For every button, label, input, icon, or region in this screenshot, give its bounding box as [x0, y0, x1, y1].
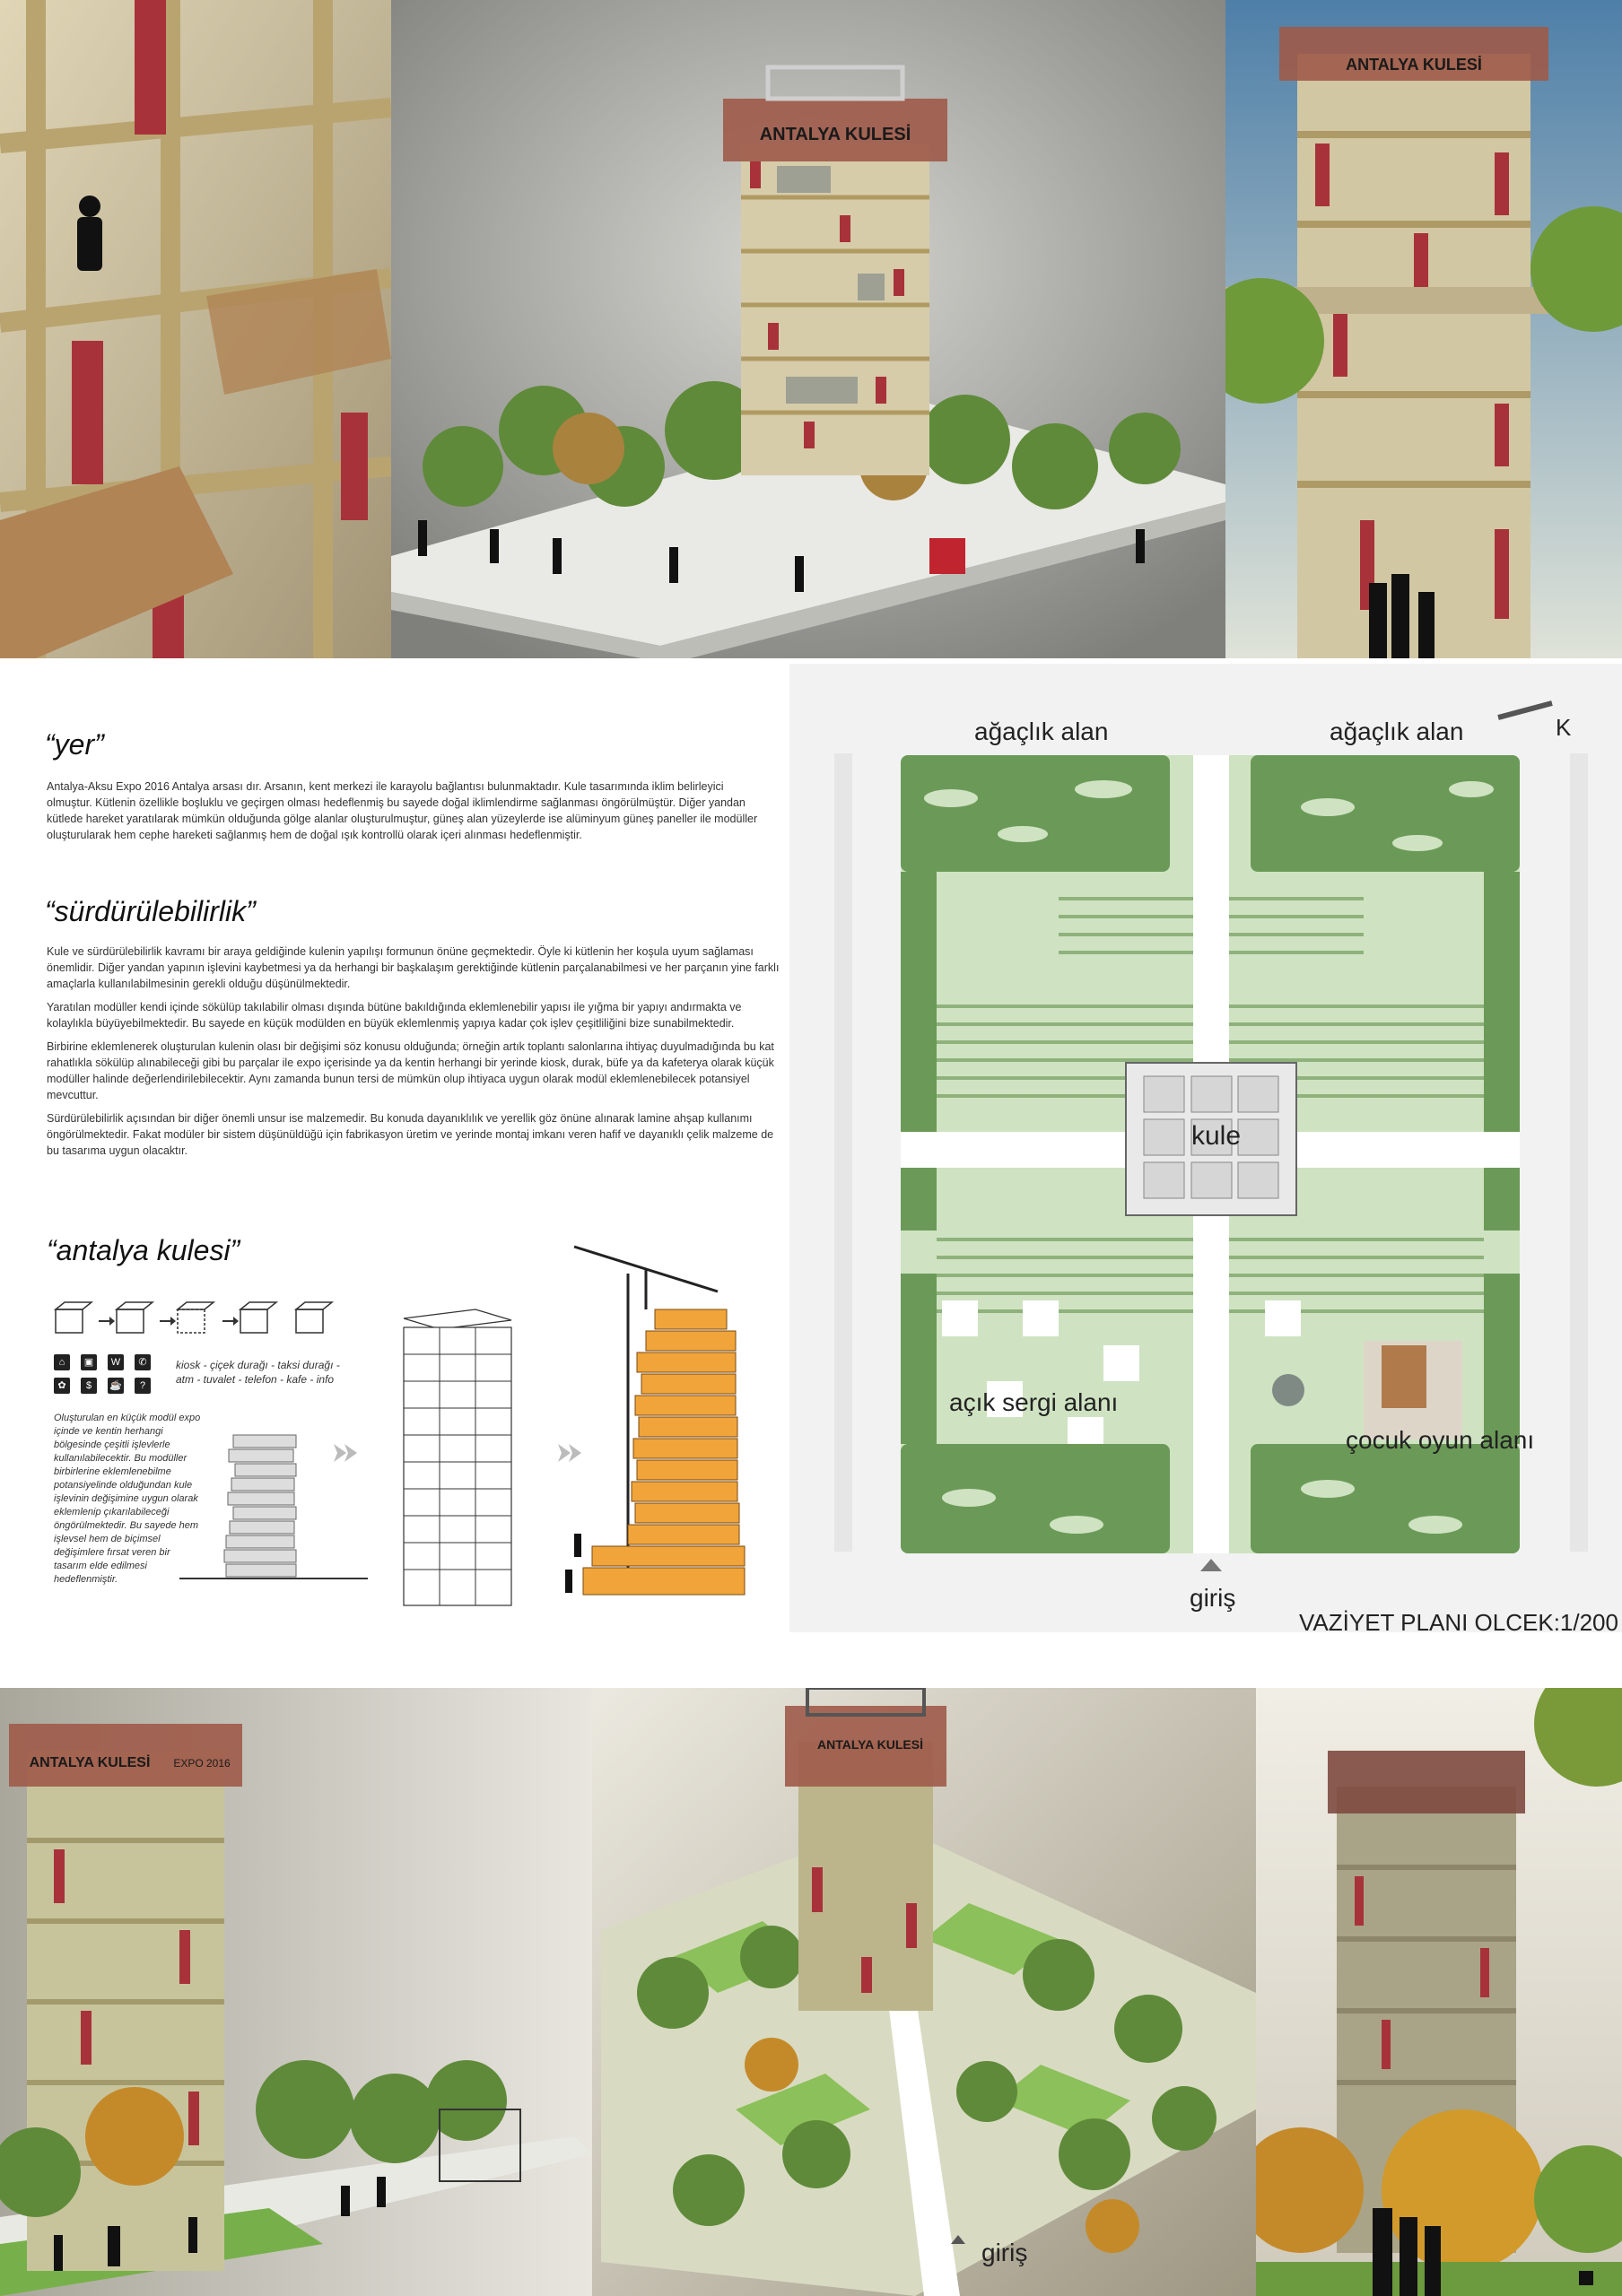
- house-icon: ⌂: [54, 1354, 70, 1370]
- section-title-antalya-kulesi: “antalya kulesi”: [47, 1234, 240, 1266]
- tower-sign-aerial: ANTALYA KULESİ: [817, 1737, 923, 1752]
- plan-label-playground: çocuk oyun alanı: [1346, 1426, 1535, 1454]
- render-tower-perspective: [391, 0, 1225, 658]
- section-title-yer: “yer”: [45, 728, 104, 761]
- car-icon: ▣: [81, 1354, 97, 1370]
- cafe-icon: ☕: [108, 1378, 124, 1394]
- plan-label-tree-area-left: ağaçlık alan: [974, 718, 1109, 745]
- tower-sign-street: ANTALYA KULESİ: [29, 1755, 151, 1770]
- plan-label-exhibition: açık sergi alanı: [949, 1388, 1119, 1416]
- plan-label-tower: kule: [1191, 1121, 1242, 1151]
- section-title-surdurulebilirlik: “sürdürülebilirlik”: [45, 895, 256, 927]
- tower-sign-top: ANTALYA KULESİ: [759, 125, 911, 144]
- paragraph: Kule ve sürdürülebilirlik kavramı bir araya geldiğinde kulenin yapılışı formunun önüne geçmektedir. Öyle ki kütlenin her koşula uyum sağlaması önemlidir. Diğer yandan yapının işlevini kaybetmesi ya da herhangi bir başkalaşım gerektiğinde kütlenin parçalanabilmesi ve her parçanın yine farklı amaçlarla kullanılabilmesinin gerekli olduğu düşünülmektedir.: [47, 945, 780, 990]
- wc-icon: W: [108, 1354, 124, 1370]
- expo-sign-street: EXPO 2016: [173, 1757, 231, 1770]
- tower-sign-front: ANTALYA KULESİ: [1346, 56, 1482, 74]
- function-icon-grid: [54, 1354, 154, 1394]
- section-text-surdurulebilirlik: [47, 944, 782, 1166]
- paragraph: Sürdürülebilirlik açısından bir diğer önemli unsur ise malzemedir. Bu konuda dayanıklılık ve yerellik göz önüne alınarak lamine ahşap kullanımı öngörülmektedir. Fakat modüler bir sistem düşünüldüğü için fabrikasyon üretim ve yerinde montaj imkanı veren hafif ve dayanıklı çelik malzeme de bu tasarıma uygun olacaktır.: [47, 1112, 774, 1157]
- paragraph: Yaratılan modüller kendi içinde sökülüp takılabilir olması dışında bütüne bakıldığında eklemlenebilir yapısı ile yığma bir yapıyı andırmakta ve kolaylıkla büyüyebilmektedir. Bu sayede en küçük modülden en büyük eklemlenmiş yapıya kadar çok işlev çeşitliliğini bize sunabilmektedir.: [47, 1001, 742, 1030]
- paragraph: Antalya-Aksu Expo 2016 Antalya arsası dır. Arsanın, kent merkezi ile karayolu bağlantısı bulunmaktadır. Kule tasarımında iklim belirleyici olmuştur. Kütlenin özellikle boşluklu ve geçirgen olması hedeflenmiş bu sayede doğal iklimlendirme sağlanması öngörülmüştür. Diğer yandan kütlede hareket yaratılarak mümkün olduğunda gölge alanlar oluşturulmuştur, güneş alan yüzeylerde ise alüminyum güneş paneller ile modüller oluşturularak hem cephe hareketi sağlanmış hem de doğal ışık kontrollü olarak içeri alınması hedeflenmiştir.: [47, 780, 758, 841]
- plan-label-entrance: giriş: [1190, 1584, 1236, 1612]
- render-tower-street: [0, 1688, 592, 2296]
- module-note: Oluşturulan en küçük modül expo içinde ve kentin herhangi bölgesinde çeşitli işlevlerle kullanılabilecektir. Bu modüller birbirlerine eklemlenebilme potansiyelinde olduğundan kule işlevinin değişimine uygun olarak eklemlenip çıkarılabileceği öngörülmektedir. Bu sayede hem işlevsel hem de biçimsel değişimlere fırsat veren bir tasarım elde edilmesi hedeflenmiştir.: [54, 1413, 201, 1585]
- phone-icon: ✆: [135, 1354, 151, 1370]
- info-icon: ?: [135, 1378, 151, 1394]
- plan-label-north: K: [1556, 714, 1572, 741]
- plan-scale-caption: VAZİYET PLANI OLCEK:1/200: [1299, 1609, 1618, 1636]
- render-tower-frontal: [1225, 0, 1622, 658]
- section-text-yer: [47, 778, 764, 850]
- render-site-aerial: [592, 1688, 1256, 2296]
- atm-icon: $: [81, 1378, 97, 1394]
- tower-growth-diagram: [179, 1238, 789, 1614]
- paragraph: Birbirine eklemlenerek oluşturulan kulenin olası bir değişimi söz konusu olduğunda; örneğin artık toplantı salonlarına ihtiyaç duyulmadığında bu kat rahatlıkla sökülüp alınabileceği gibi bu parçalar ile expo içerisinde ya da kentin herhangi bir yerinde kiosk, durak, büfe ya da kafeterya olarak küçük modüller halinde değerlendirilebilecektir. Aynı zamanda bunun tersi de mümkün olup ihtiyaca uygun olarak modül eklemlenebilecek potansiyel mevcuttur.: [47, 1040, 774, 1101]
- aerial-entrance-label: giriş: [981, 2239, 1028, 2266]
- render-interior-balcony: [0, 0, 391, 658]
- plan-label-tree-area-right: ağaçlık alan: [1330, 718, 1464, 745]
- render-tower-park: [1256, 1688, 1622, 2296]
- flower-icon: ✿: [54, 1378, 70, 1394]
- icon-caption: kiosk - çiçek durağı - taksi durağı - atm - tuvalet - telefon - kafe - info: [176, 1359, 340, 1386]
